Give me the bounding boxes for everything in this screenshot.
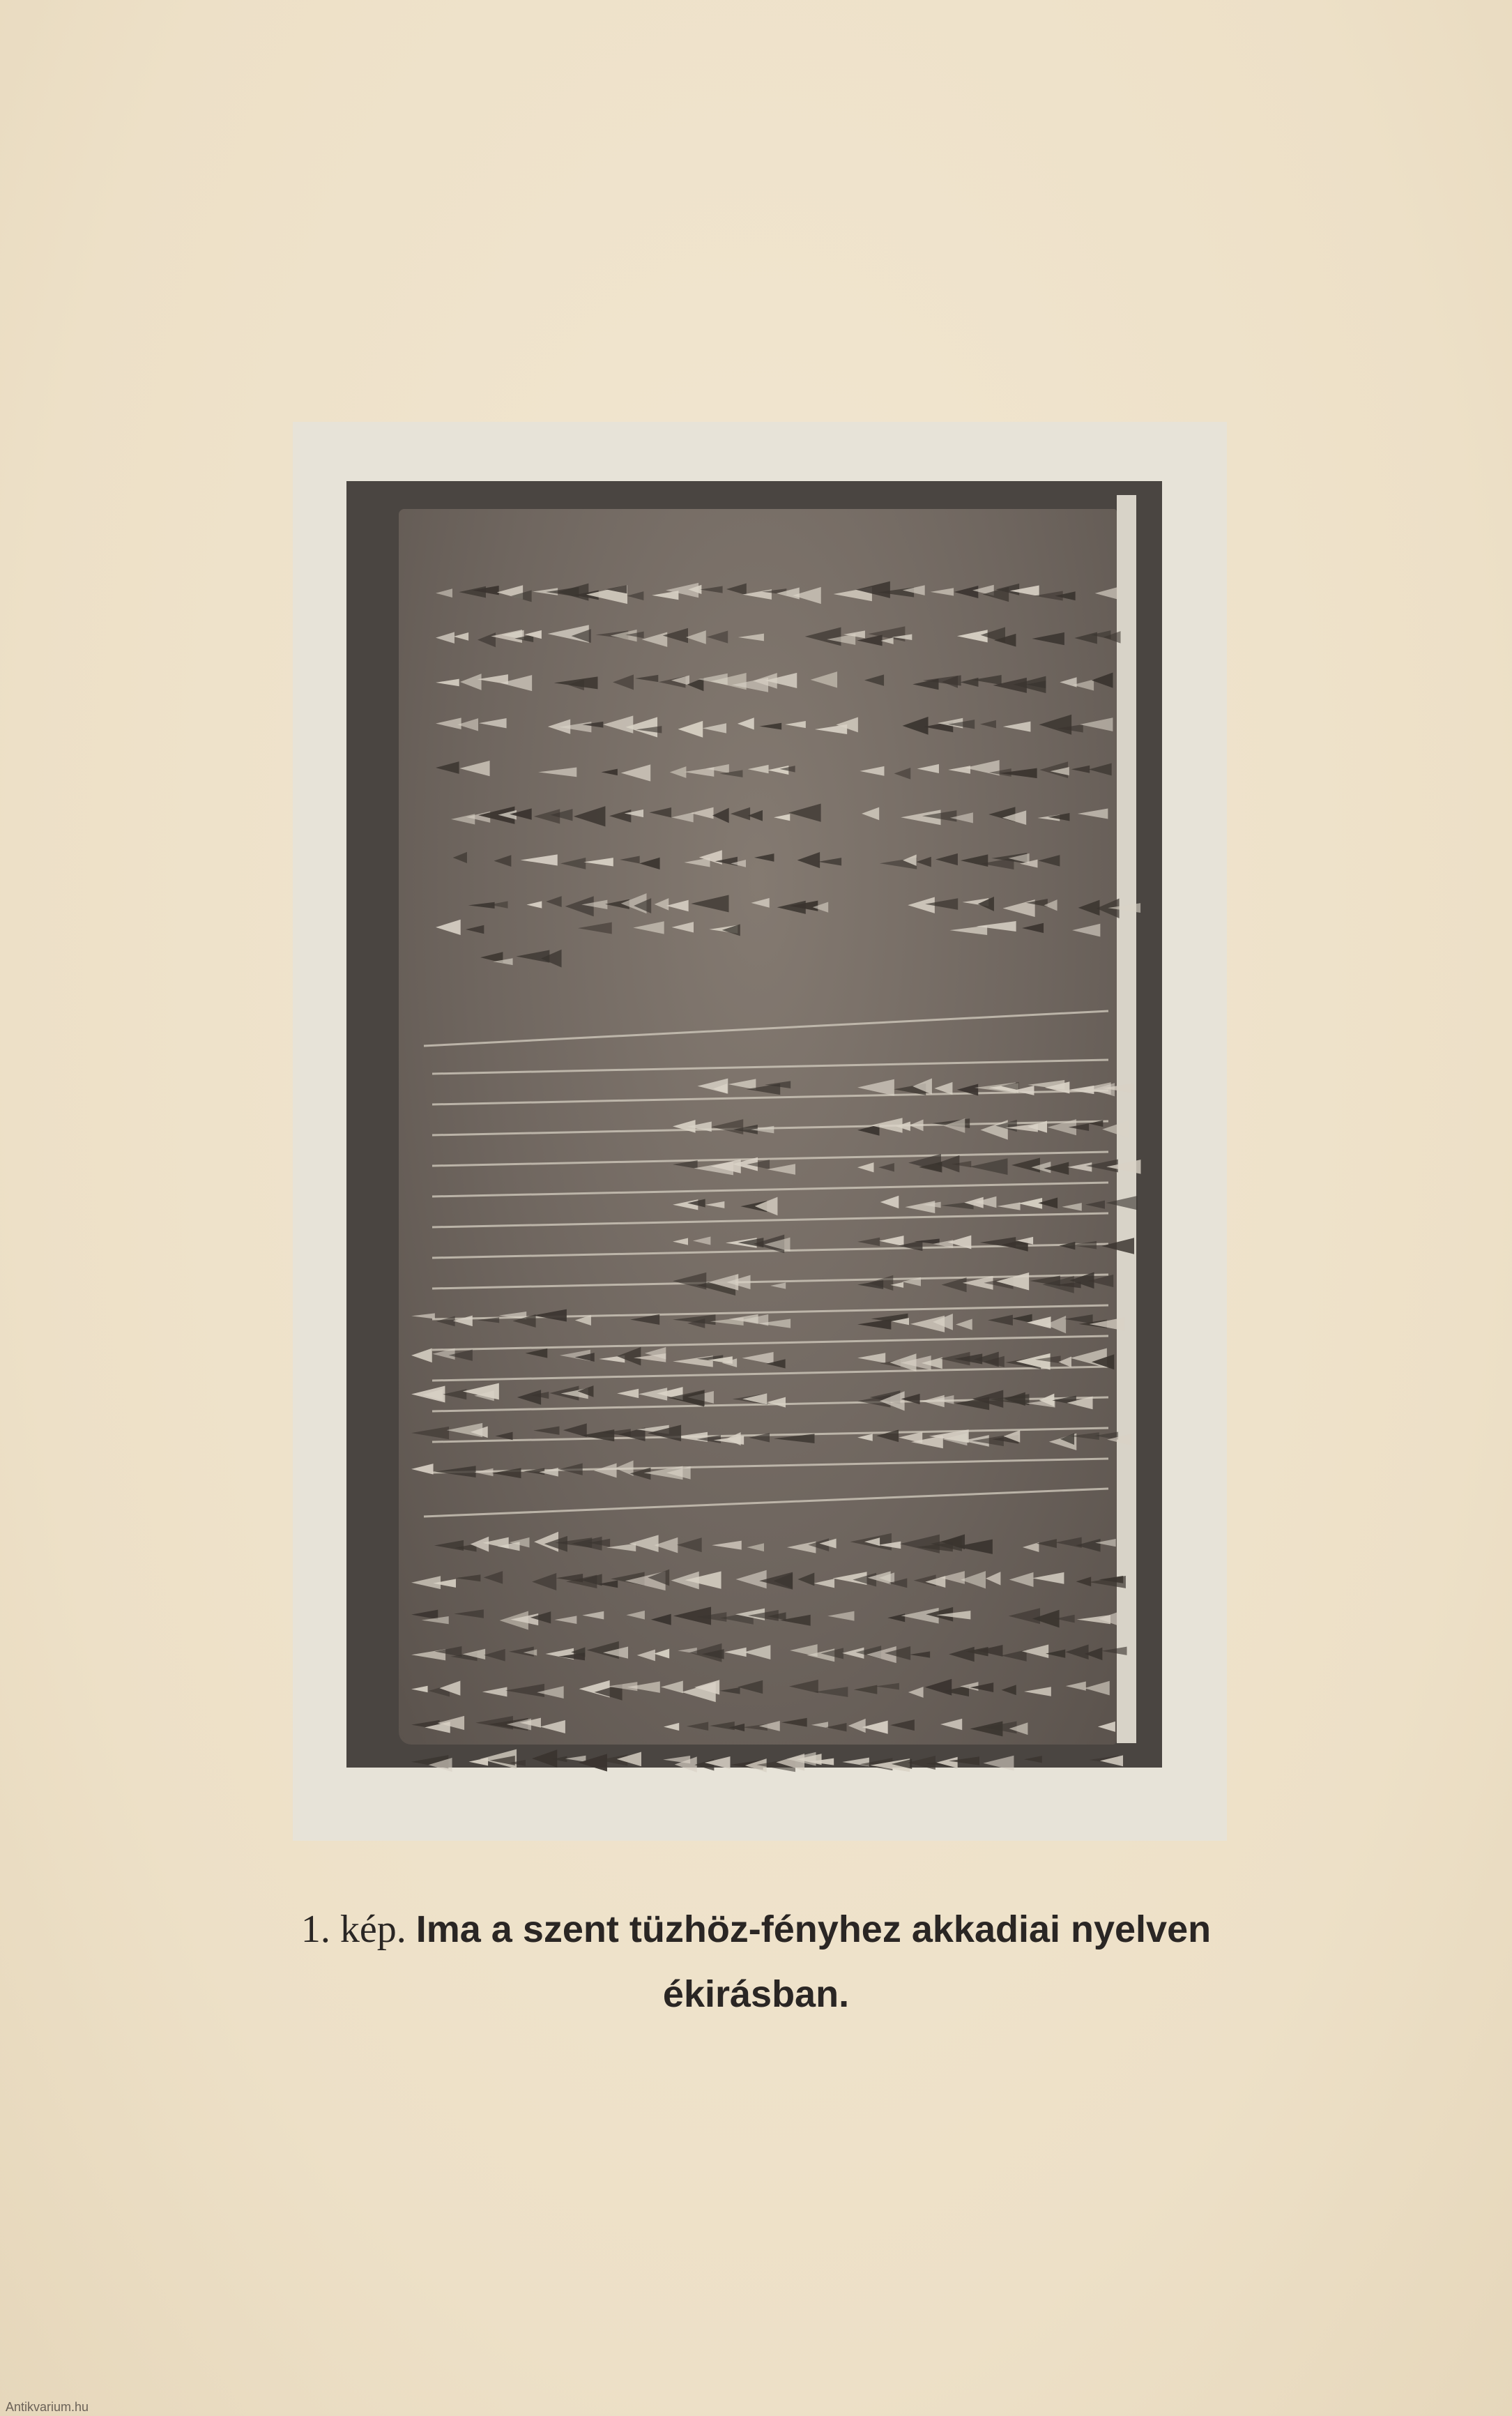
- cuneiform-wedge: [491, 1468, 521, 1478]
- cuneiform-wedge: [540, 1720, 565, 1733]
- cuneiform-wedge: [1106, 1196, 1137, 1210]
- cuneiform-wedge: [880, 1196, 899, 1208]
- cuneiform-wedge: [890, 1719, 915, 1731]
- cuneiform-wedge: [1018, 1198, 1042, 1209]
- cuneiform-wedge: [1085, 1681, 1110, 1696]
- cuneiform-wedge: [560, 858, 586, 869]
- cuneiform-wedge: [1060, 677, 1076, 687]
- cuneiform-wedge: [603, 715, 633, 733]
- cuneiform-wedge: [986, 1572, 1001, 1585]
- cuneiform-wedge: [1095, 587, 1118, 600]
- cuneiform-wedge: [670, 766, 687, 778]
- cuneiform-wedge: [814, 1579, 834, 1588]
- cuneiform-wedge: [633, 921, 664, 934]
- cuneiform-wedge: [997, 1202, 1020, 1210]
- cuneiform-wedge: [814, 1687, 848, 1697]
- cuneiform-wedge: [1101, 1238, 1134, 1254]
- cuneiform-wedge: [711, 1119, 743, 1134]
- cuneiform-wedge: [686, 630, 706, 644]
- cuneiform-wedge: [957, 630, 988, 642]
- cuneiform-wedge: [942, 1277, 967, 1292]
- cuneiform-wedge: [1024, 1687, 1051, 1696]
- cuneiform-wedge: [1074, 632, 1097, 644]
- cuneiform-wedge: [916, 857, 931, 867]
- cuneiform-wedge: [1004, 1392, 1025, 1406]
- cuneiform-wedge: [637, 1650, 655, 1662]
- cuneiform-wedge: [671, 812, 694, 822]
- cuneiform-wedge: [770, 1282, 786, 1289]
- cuneiform-wedge: [726, 1432, 741, 1445]
- cuneiform-wedge: [524, 1468, 544, 1475]
- cuneiform-wedge: [673, 1272, 706, 1290]
- cuneiform-wedge: [601, 769, 617, 776]
- cuneiform-wedge: [805, 628, 841, 646]
- cuneiform-wedge: [960, 678, 978, 687]
- cuneiform-wedge: [495, 1432, 512, 1441]
- cuneiform-wedge: [887, 1613, 905, 1622]
- cuneiform-wedge: [563, 1423, 587, 1437]
- cuneiform-wedge: [1092, 672, 1113, 687]
- cuneiform-wedge: [1011, 1314, 1032, 1323]
- cuneiform-wedge: [411, 1576, 441, 1589]
- cuneiform-wedge: [787, 1542, 816, 1553]
- cuneiform-wedge: [1102, 1120, 1129, 1139]
- cuneiform-wedge: [788, 804, 820, 822]
- figure-caption-text: Ima a szent tüzhöz-fényhez akkadiai nyelven: [415, 1908, 1212, 1950]
- cuneiform-wedge: [710, 673, 746, 690]
- cuneiform-wedge: [712, 808, 729, 823]
- cuneiform-wedge: [1066, 1681, 1086, 1690]
- cuneiform-wedge: [744, 1645, 771, 1659]
- cuneiform-wedge: [1022, 923, 1044, 933]
- cuneiform-wedge: [936, 853, 958, 865]
- cuneiform-wedge: [1039, 715, 1071, 735]
- cuneiform-wedge: [411, 1427, 449, 1439]
- cuneiform-wedge: [777, 588, 800, 600]
- cuneiform-wedge: [436, 679, 459, 687]
- cuneiform-wedge: [703, 723, 726, 733]
- cuneiform-wedge: [857, 1162, 873, 1172]
- cuneiform-wedge: [594, 1464, 617, 1478]
- cuneiform-wedge: [1011, 1157, 1040, 1172]
- cuneiform-wedge: [735, 1570, 766, 1589]
- cuneiform-wedge: [738, 717, 754, 729]
- figure-caption-continuation: ékirásban.: [662, 1973, 850, 2015]
- cuneiform-wedge: [411, 1348, 432, 1363]
- cuneiform-wedge: [728, 1079, 756, 1089]
- cuneiform-wedge: [1024, 1756, 1042, 1763]
- cuneiform-wedge: [738, 1680, 763, 1694]
- cuneiform-wedge: [678, 721, 703, 738]
- cuneiform-wedge: [484, 1571, 503, 1584]
- cuneiform-wedge: [436, 588, 452, 598]
- cuneiform-wedge: [411, 1686, 428, 1692]
- cuneiform-wedge: [848, 1719, 866, 1733]
- cuneiform-wedge: [1080, 717, 1113, 731]
- cuneiform-wedge: [635, 675, 658, 682]
- cuneiform-wedge: [532, 1749, 557, 1768]
- cuneiform-wedge: [1078, 809, 1108, 819]
- cuneiform-wedge: [639, 858, 659, 869]
- cuneiform-wedge: [411, 1464, 434, 1475]
- cuneiform-wedge: [443, 1389, 466, 1399]
- cuneiform-wedge: [666, 900, 689, 911]
- cuneiform-wedge: [722, 924, 740, 936]
- cuneiform-wedge: [862, 807, 879, 821]
- tablet-ruled-line: [424, 1011, 1108, 1046]
- cuneiform-wedge: [1098, 1722, 1115, 1732]
- cuneiform-wedge: [1003, 722, 1031, 732]
- cuneiform-wedge: [673, 1238, 688, 1245]
- cuneiform-wedge: [453, 1316, 473, 1326]
- cuneiform-wedge: [1071, 766, 1090, 773]
- cuneiform-wedge: [1067, 1162, 1092, 1171]
- cuneiform-wedge: [781, 1718, 807, 1727]
- cuneiform-wedge: [719, 1687, 740, 1694]
- cuneiform-wedge: [879, 1236, 903, 1246]
- cuneiform-wedge: [1064, 1314, 1093, 1323]
- cuneiform-wedge: [1032, 1572, 1064, 1584]
- cuneiform-wedge: [934, 1082, 952, 1095]
- cuneiform-wedge: [1023, 1542, 1039, 1552]
- cuneiform-wedge: [789, 1680, 818, 1693]
- cuneiform-wedge: [705, 1201, 725, 1208]
- cuneiform-wedge: [857, 1079, 894, 1096]
- cuneiform-wedge: [627, 591, 643, 600]
- cuneiform-wedge: [664, 1723, 679, 1731]
- cuneiform-wedge: [574, 806, 606, 826]
- cuneiform-wedge: [811, 1722, 828, 1728]
- cuneiform-wedge: [949, 1647, 975, 1662]
- cuneiform-wedge: [731, 807, 750, 821]
- cuneiform-wedge: [910, 1651, 930, 1657]
- cuneiform-wedge: [908, 1687, 924, 1698]
- cuneiform-wedge: [453, 852, 467, 863]
- cuneiform-wedge: [785, 721, 806, 728]
- cuneiform-wedge: [751, 898, 769, 908]
- cuneiform-wedge: [655, 898, 669, 911]
- cuneiform-wedge: [742, 1352, 773, 1365]
- cuneiform-wedge: [620, 856, 640, 864]
- cuneiform-wedge: [767, 1164, 795, 1174]
- cuneiform-wedge: [1090, 1317, 1125, 1330]
- cuneiform-wedge: [621, 764, 650, 781]
- cuneiform-wedge: [826, 1723, 847, 1731]
- cuneiform-wedge: [554, 1616, 576, 1624]
- cuneiform-wedge: [710, 1722, 735, 1730]
- tablet-ruled-line: [424, 1489, 1108, 1517]
- cuneiform-wedge: [649, 807, 671, 817]
- cuneiform-wedge: [1076, 1577, 1092, 1586]
- cuneiform-wedge: [970, 1158, 1008, 1175]
- cuneiform-wedge: [460, 674, 482, 690]
- cuneiform-wedge: [546, 896, 561, 907]
- cuneiform-wedge: [693, 1236, 711, 1245]
- cuneiform-wedge: [878, 1163, 894, 1171]
- cuneiform-wedge: [1085, 1201, 1105, 1209]
- cuneiform-wedge: [411, 1610, 438, 1620]
- cuneiform-wedge: [474, 1468, 493, 1476]
- cuneiform-wedge: [759, 723, 781, 730]
- cuneiform-wedge: [956, 1319, 972, 1330]
- cuneiform-wedge: [917, 764, 939, 773]
- cuneiform-wedge: [559, 1464, 583, 1475]
- cuneiform-wedge: [700, 586, 722, 593]
- figure-caption-line-2: [0, 1972, 1512, 2016]
- cuneiform-wedge: [505, 1684, 544, 1697]
- cuneiform-wedge: [903, 717, 929, 735]
- cuneiform-wedge: [857, 1238, 880, 1246]
- cuneiform-wedge: [747, 1543, 764, 1551]
- cuneiform-wedge: [1089, 763, 1112, 775]
- cuneiform-wedge: [482, 1687, 507, 1697]
- cuneiform-wedge: [525, 1348, 547, 1358]
- cuneiform-wedge: [521, 854, 558, 865]
- cuneiform-wedge: [613, 674, 634, 690]
- cuneiform-wedge: [1078, 900, 1100, 916]
- cuneiform-wedge: [1055, 1537, 1082, 1547]
- cuneiform-wedge: [1037, 1539, 1057, 1548]
- cuneiform-wedge: [606, 1544, 636, 1551]
- cuneiform-wedge: [436, 717, 461, 729]
- cuneiform-wedge: [459, 761, 489, 776]
- cuneiform-wedge: [583, 858, 613, 866]
- cuneiform-wedge: [617, 1347, 641, 1366]
- cuneiform-wedge: [436, 761, 459, 774]
- cuneiform-wedge: [434, 1540, 464, 1551]
- cuneiform-wedge: [1101, 1647, 1127, 1655]
- cuneiform-wedge: [484, 1649, 505, 1662]
- cuneiform-wedge: [797, 1573, 814, 1586]
- cuneiform-wedge: [726, 584, 747, 595]
- watermark: Antikvarium.hu: [6, 2400, 89, 2414]
- cuneiform-wedge: [880, 637, 893, 644]
- cuneiform-wedge: [748, 765, 769, 773]
- cuneiform-wedge: [983, 1756, 1014, 1771]
- cuneiform-wedge: [1059, 1242, 1075, 1249]
- cuneiform-wedge: [1038, 855, 1060, 866]
- cuneiform-wedge: [436, 920, 461, 935]
- cuneiform-wedge: [1065, 1645, 1088, 1659]
- cuneiform-wedge: [661, 1681, 683, 1694]
- cuneiform-wedge: [894, 768, 911, 780]
- cuneiform-wedge: [478, 632, 496, 647]
- cuneiform-wedge: [565, 896, 594, 916]
- cuneiform-wedge: [517, 1390, 541, 1404]
- cuneiform-wedge: [767, 1397, 786, 1408]
- cuneiform-wedge: [532, 1573, 556, 1590]
- cuneiform-wedge: [533, 1309, 567, 1322]
- cuneiform-wedge: [451, 814, 475, 824]
- figure-caption-line-1: [0, 1907, 1512, 1952]
- tablet-ruled-line: [432, 1060, 1108, 1074]
- cuneiform-wedge: [860, 766, 884, 776]
- cuneiform-wedge: [857, 1434, 873, 1441]
- cuneiform-wedge: [774, 814, 790, 821]
- cuneiform-wedge: [578, 922, 612, 934]
- cuneiform-wedge: [565, 1756, 586, 1762]
- figure-label: 1. kép.: [300, 1908, 406, 1951]
- cuneiform-wedge: [533, 1427, 559, 1435]
- cuneiform-wedge: [1032, 632, 1064, 645]
- cuneiform-wedge: [479, 718, 507, 728]
- cuneiform-wedge: [940, 1719, 962, 1730]
- cuneiform-wedge: [494, 855, 511, 867]
- cuneiform-wedge: [712, 1541, 742, 1550]
- cuneiform-wedge: [671, 922, 694, 932]
- cuneiform-wedge: [909, 1119, 923, 1131]
- cuneiform-wedge: [724, 1648, 746, 1657]
- cuneiform-wedge: [755, 1197, 778, 1216]
- tablet-ruled-line: [432, 1213, 1108, 1227]
- cuneiform-wedge: [988, 1315, 1013, 1325]
- cuneiform-wedge: [857, 1353, 885, 1363]
- cuneiform-wedge: [516, 950, 549, 962]
- cuneiform-wedge: [742, 589, 772, 600]
- cuneiform-wedge: [1001, 1685, 1016, 1695]
- cuneiform-wedge: [707, 630, 728, 643]
- cuneiform-wedge: [908, 897, 935, 913]
- cuneiform-wedge: [411, 1313, 435, 1319]
- cuneiform-wedge: [977, 1645, 1003, 1657]
- cuneiform-wedge: [468, 902, 495, 909]
- cuneiform-wedge: [742, 1393, 767, 1404]
- cuneiform-wedge: [626, 1611, 645, 1620]
- cuneiform-wedge: [948, 766, 970, 774]
- cuneiform-wedge: [811, 671, 837, 687]
- cuneiform-wedge: [691, 895, 728, 913]
- cuneiform-wedge: [1062, 1203, 1081, 1211]
- cuneiform-wedge: [827, 1611, 854, 1621]
- cuneiform-wedge: [609, 810, 631, 823]
- cuneiform-wedge: [538, 767, 576, 777]
- cuneiform-wedge: [925, 1679, 952, 1696]
- cuneiform-wedge: [454, 1609, 484, 1618]
- cuneiform-wedge: [980, 720, 996, 728]
- cuneiform-wedge: [526, 901, 542, 908]
- cuneiform-wedge: [691, 807, 714, 819]
- cuneiform-wedge: [818, 858, 842, 865]
- cuneiform-wedge: [466, 925, 484, 934]
- cuneiform-wedge: [931, 588, 954, 595]
- cuneiform-wedge: [905, 1201, 935, 1213]
- cuneiform-wedge: [687, 1722, 708, 1731]
- cuneiform-wedge: [436, 632, 455, 643]
- cuneiform-wedge: [459, 586, 486, 598]
- cuneiform-wedge: [641, 632, 667, 646]
- cuneiform-wedge: [454, 632, 469, 641]
- cuneiform-wedge: [654, 1649, 669, 1659]
- cuneiform-wedge: [864, 674, 884, 685]
- cuneiform-wedge: [961, 854, 988, 867]
- cuneiform-wedge: [1009, 1608, 1040, 1624]
- cuneiform-wedge: [557, 584, 588, 601]
- cuneiform-wedge: [651, 1614, 671, 1625]
- cuneiform-wedge: [862, 1721, 887, 1734]
- cuneiform-wedge: [617, 1389, 639, 1398]
- cuneiform-wedge: [582, 1611, 604, 1620]
- tablet-ruled-line: [432, 1336, 1108, 1350]
- tablet-ruled-line: [432, 1367, 1108, 1381]
- cuneiform-wedge: [455, 1574, 480, 1581]
- cuneiform-wedge: [754, 853, 774, 862]
- cuneiform-wedge: [748, 810, 763, 821]
- cuneiform-wedge: [436, 1316, 455, 1327]
- cuneiform-wedge: [797, 852, 820, 868]
- cuneiform-wedge: [738, 634, 764, 641]
- cuneiform-wedge: [876, 1683, 899, 1690]
- cuneiform-wedge: [954, 586, 979, 598]
- tablet-ruled-line: [432, 1183, 1108, 1196]
- cuneiform-wedge: [1046, 1650, 1065, 1658]
- cuneiform-wedge: [854, 1685, 878, 1694]
- cuneiform-wedge: [1072, 924, 1100, 937]
- cuneiform-wedge: [694, 1759, 714, 1771]
- cuneiform-wedge: [1009, 1572, 1034, 1587]
- cuneiform-wedge: [677, 1537, 702, 1552]
- cuneiform-wedge: [435, 1466, 476, 1477]
